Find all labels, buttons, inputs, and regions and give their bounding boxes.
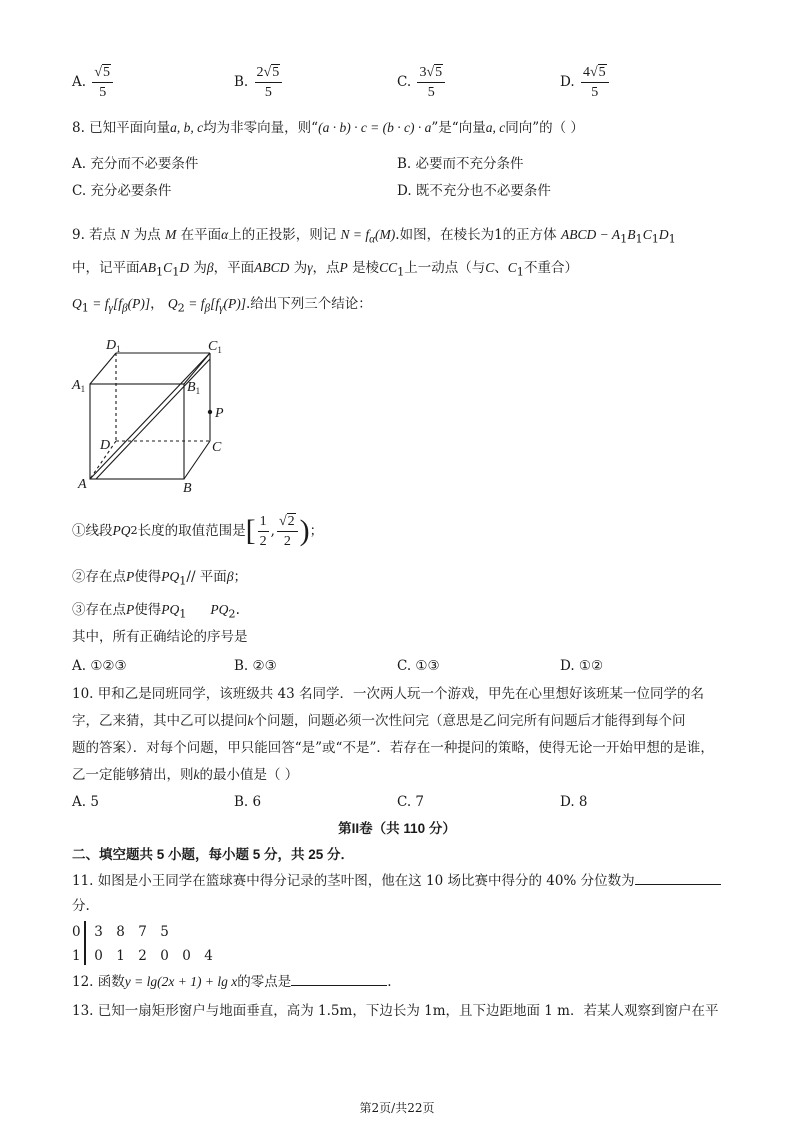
option-letter: C.: [397, 74, 412, 90]
q9-summary: 其中，所有正确结论的序号是: [72, 629, 248, 645]
q9-line1: 9. 若点 N 为点 M 在平面α上的正投影，则记 $N = f_\alpha(M)$.如图，在棱长为1的正方体 ABCD − $A_1B_1C_1D_1$: [72, 227, 676, 246]
edge-a1d1: [90, 353, 116, 384]
stem-row-0: [72, 922, 182, 942]
leaf: 1: [116, 948, 125, 964]
q8-option-b[interactable]: B. 必要而不充分条件: [397, 156, 524, 172]
cube-figure: [70, 333, 230, 498]
stem-row-1: [72, 946, 226, 966]
stem-divider: [84, 921, 86, 965]
q10-line4: 乙一定能够猜出，则k的最小值是（ ）: [72, 767, 299, 783]
leaf: 0: [160, 948, 169, 964]
fraction: $\frac{2√5}{5}$: [255, 64, 283, 101]
q10-option-b[interactable]: B. 6: [234, 794, 262, 810]
leaf: 3: [94, 924, 103, 940]
label-d: D: [100, 438, 111, 453]
q13-text: 13. 已知一扇矩形窗户与地面垂直，高为 1.5m，下边长为 1m，且下边距地面 1 m．若某人观察到窗户在平: [72, 1003, 719, 1019]
edge-bc: [184, 441, 210, 479]
label-b1: $B_1$: [187, 380, 201, 396]
q10-line3: 题的答案）．对每个问题，甲只能回答“是”或“不是”．若存在一种提问的策略，使得无论一开始甲想的是谁，: [72, 740, 714, 756]
q10-line2: 字，乙来猜，其中乙可以提问k个问题，问题必须一次性问完（意思是乙问完所有问题后才能得到每个问: [72, 713, 686, 729]
q10-option-a[interactable]: A. 5: [72, 794, 99, 810]
page-footer: 第2页/共22页: [359, 1101, 435, 1115]
answer-blank[interactable]: [635, 884, 721, 885]
leaf: 5: [160, 924, 169, 940]
q12-text: 12. 函数y = lg(2x + 1) + lg x的零点是 .: [72, 974, 392, 990]
q8-option-d[interactable]: D. 既不充分也不必要条件: [397, 183, 551, 199]
q9-option-a[interactable]: A. ①②③: [72, 658, 127, 674]
q10-option-d[interactable]: D. 8: [560, 794, 588, 810]
label-p: P: [215, 406, 224, 421]
diagonal-ac1: [90, 353, 210, 479]
option-letter: A.: [72, 74, 87, 90]
label-a1: $A_1$: [72, 378, 86, 394]
q7-option-a[interactable]: [72, 64, 115, 101]
q8-stem: 8. 已知平面向量a, b, c均为非零向量，则“(a · b) · c = (b · c) · a”是“向量a, c同向”的（ ）: [72, 120, 584, 136]
section-heading: 二、填空题共 5 小题，每小题 5 分，共 25 分．: [72, 847, 355, 862]
leaf: 2: [138, 948, 147, 964]
q11-tail: 分.: [72, 898, 90, 914]
label-b: B: [183, 481, 192, 496]
leaf: 0: [94, 948, 103, 964]
q10-option-c[interactable]: C. 7: [397, 794, 425, 810]
fraction: $\frac{√5}{5}$: [92, 64, 113, 101]
q9-option-b[interactable]: B. ②③: [234, 658, 277, 674]
q9-option-d[interactable]: D. ①②: [560, 658, 604, 674]
q9-option-c[interactable]: C. ①③: [397, 658, 440, 674]
conclusion-2: ②存在点P使得$PQ_1//$ 平面β；: [72, 569, 248, 588]
stem: 0: [72, 924, 81, 940]
leaf: 8: [116, 924, 125, 940]
label-c: C: [212, 440, 222, 455]
leaf: 4: [204, 948, 213, 964]
q9-line2: 中，记平面$AB_1C_1D$ 为β，平面ABCD 为γ，点P 是棱$CC_1$上一动点（与C、$C_1$不重合）: [72, 260, 578, 279]
q8-option-a[interactable]: A. 充分而不必要条件: [72, 156, 199, 172]
q8-option-c[interactable]: C. 充分必要条件: [72, 183, 172, 199]
conclusion-1: ①线段 PQ 2 长度的取值范围是 [ $\frac{1}{2}$ , $\frac{√2}{2}$ ) ；: [72, 513, 324, 549]
label-c1: $C_1$: [208, 339, 222, 355]
q10-line1: 10. 甲和乙是同班同学，该班级共 43 名同学．一次两人玩一个游戏，甲先在心里想好该班某一位同学的名: [72, 686, 705, 702]
part-title: 第II卷（共 110 分）: [338, 821, 456, 836]
diagonal-ac1-b: [96, 359, 210, 479]
option-letter: D.: [560, 74, 575, 90]
answer-blank[interactable]: [291, 985, 387, 986]
q11-text: 11. 如图是小王同学在篮球赛中得分记录的茎叶图，他在这 10 场比赛中得分的 40% 分位数为: [72, 871, 721, 891]
q9-line3: $Q_1 = f_\gamma[f_\beta(P)]$， $Q_2 = f_\beta[f_\gamma(P)]$.给出下列三个结论：: [72, 296, 372, 315]
point-p: [208, 410, 212, 414]
option-letter: B.: [234, 74, 249, 90]
label-a: A: [78, 477, 87, 492]
conclusion-3: ③存在点P使得$PQ_1$ $PQ_2$.: [72, 602, 240, 621]
q7-option-b[interactable]: [234, 64, 284, 101]
fraction: $\frac{3√5}{5}$: [417, 64, 445, 101]
label-d1: $D_1$: [106, 338, 121, 354]
q7-option-d[interactable]: [560, 64, 611, 101]
leaf: 7: [138, 924, 147, 940]
q7-option-c[interactable]: [397, 64, 447, 101]
fraction: $\frac{4√5}{5}$: [581, 64, 609, 101]
leaf: 0: [182, 948, 191, 964]
stem: 1: [72, 948, 81, 964]
